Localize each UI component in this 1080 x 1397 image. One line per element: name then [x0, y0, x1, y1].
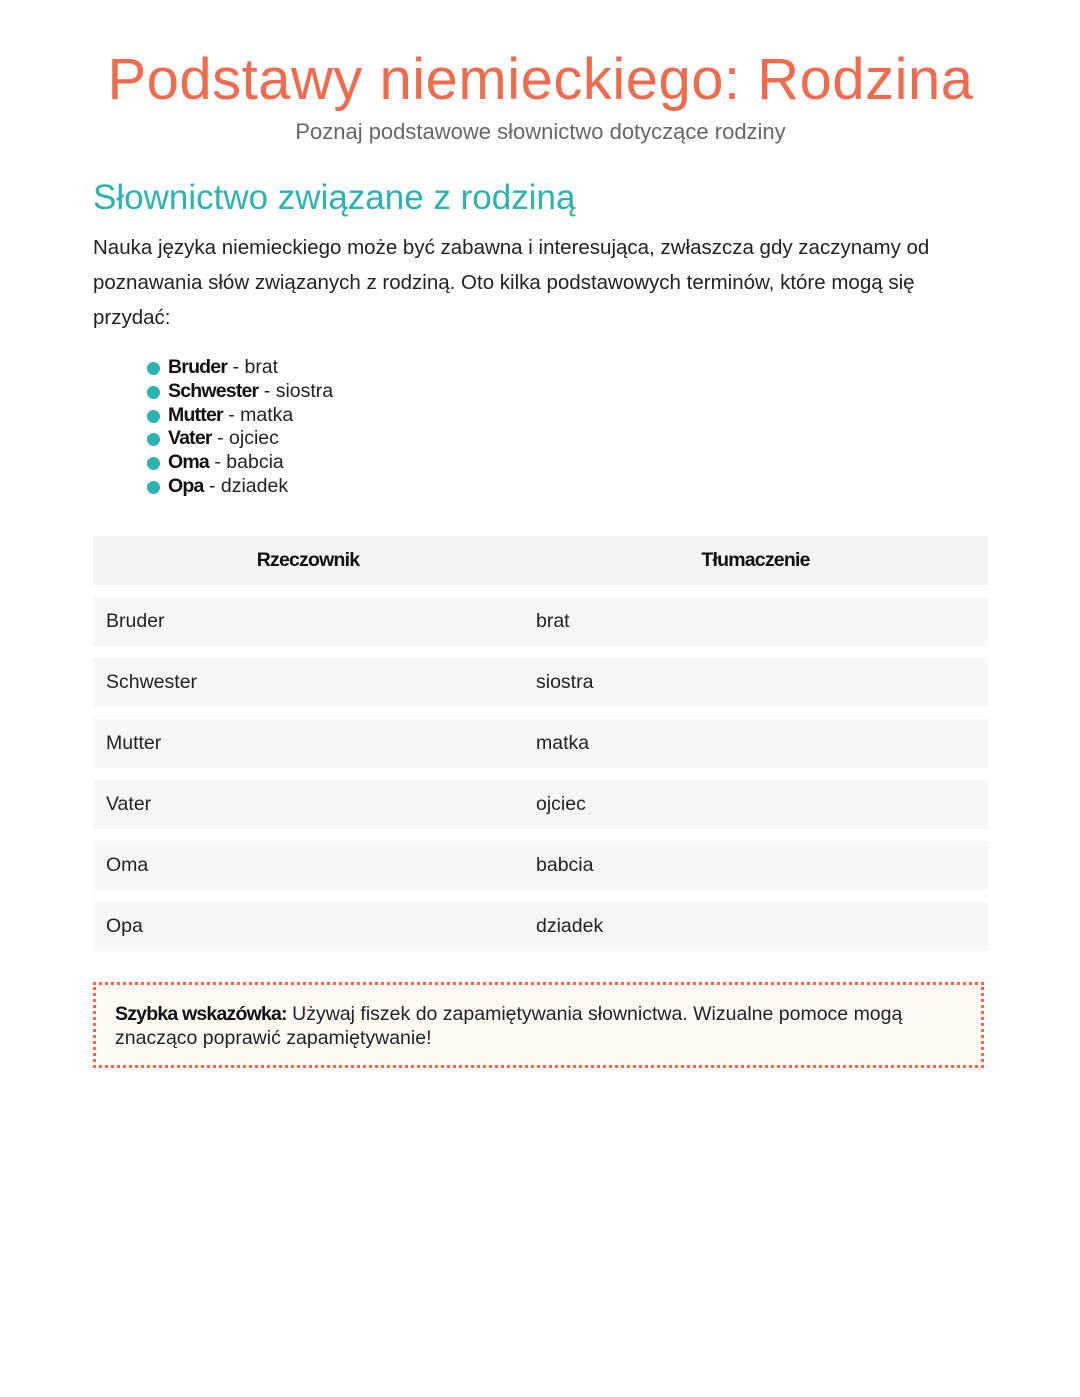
table-row [93, 597, 988, 646]
table-cell-noun: Vater [93, 780, 523, 829]
bullet-dot-icon [147, 433, 160, 446]
table-cell-translation: ojciec [523, 780, 988, 829]
bullet-dot-icon [147, 481, 160, 494]
tip-text: Używaj fiszek do zapamiętywania słownictwa. Wizualne pomoce mogą znacząco poprawić zapamiętywanie! [115, 1003, 903, 1049]
table-cell-translation: babcia [523, 841, 988, 890]
bullet-dot-icon [147, 410, 160, 423]
table-cell-noun: Bruder [93, 597, 523, 646]
list-item [146, 380, 333, 404]
table-cell-noun: Mutter [93, 719, 523, 768]
tip-box [93, 982, 984, 1068]
list-item-term: Opa [168, 474, 204, 497]
table-row [93, 780, 988, 829]
page-title: Podstawy niemieckiego: Rodzina [107, 47, 974, 112]
list-item-translation: - dziadek [203, 474, 289, 497]
intro-paragraph: Nauka języka niemieckiego może być zabawna i interesująca, zwłaszcza gdy zaczynamy od poznawania słów związanych z rodziną. Oto kilka podstawowych terminów, które mogą się przydać: [93, 236, 930, 329]
bullet-dot-icon [147, 457, 160, 470]
list-item-term: Bruder [168, 356, 228, 378]
list-item-term: Schwester [168, 379, 259, 402]
list-item [146, 404, 333, 428]
bullet-dot-icon [147, 386, 160, 399]
section-heading: Słownictwo związane z rodziną [93, 178, 576, 217]
list-item-translation: - ojciec [211, 427, 279, 450]
table-cell-translation: matka [523, 719, 988, 768]
list-item-translation: - babcia [208, 451, 284, 474]
list-item-term: Oma [168, 451, 209, 474]
table-header-row [93, 536, 988, 585]
list-item [146, 475, 333, 499]
table-cell-translation: siostra [523, 658, 988, 707]
list-item-translation: - brat [227, 356, 279, 378]
list-item-term: Vater [168, 427, 212, 450]
tip-label: Szybka wskazówka: [115, 1003, 287, 1025]
list-item [146, 451, 333, 475]
table-row [93, 658, 988, 707]
table-cell-translation: dziadek [523, 902, 988, 951]
page-subtitle: Poznaj podstawowe słownictwo dotyczące rodziny [295, 119, 786, 144]
table-row [93, 902, 988, 951]
table-cell-noun: Schwester [93, 658, 523, 707]
column-header-translation: Tłumaczenie [523, 536, 988, 585]
table-row [93, 841, 988, 890]
table-cell-translation: brat [523, 597, 988, 646]
list-item-translation: - siostra [258, 379, 334, 402]
list-item-translation: - matka [222, 403, 294, 426]
bullet-dot-icon [147, 362, 160, 375]
column-header-noun: Rzeczownik [93, 536, 523, 585]
list-item-term: Mutter [168, 403, 223, 426]
vocabulary-table [93, 524, 988, 963]
list-item [146, 356, 333, 380]
list-item [146, 427, 333, 451]
table-cell-noun: Opa [93, 902, 523, 951]
table-row [93, 719, 988, 768]
table-cell-noun: Oma [93, 841, 523, 890]
vocab-list [146, 356, 333, 499]
